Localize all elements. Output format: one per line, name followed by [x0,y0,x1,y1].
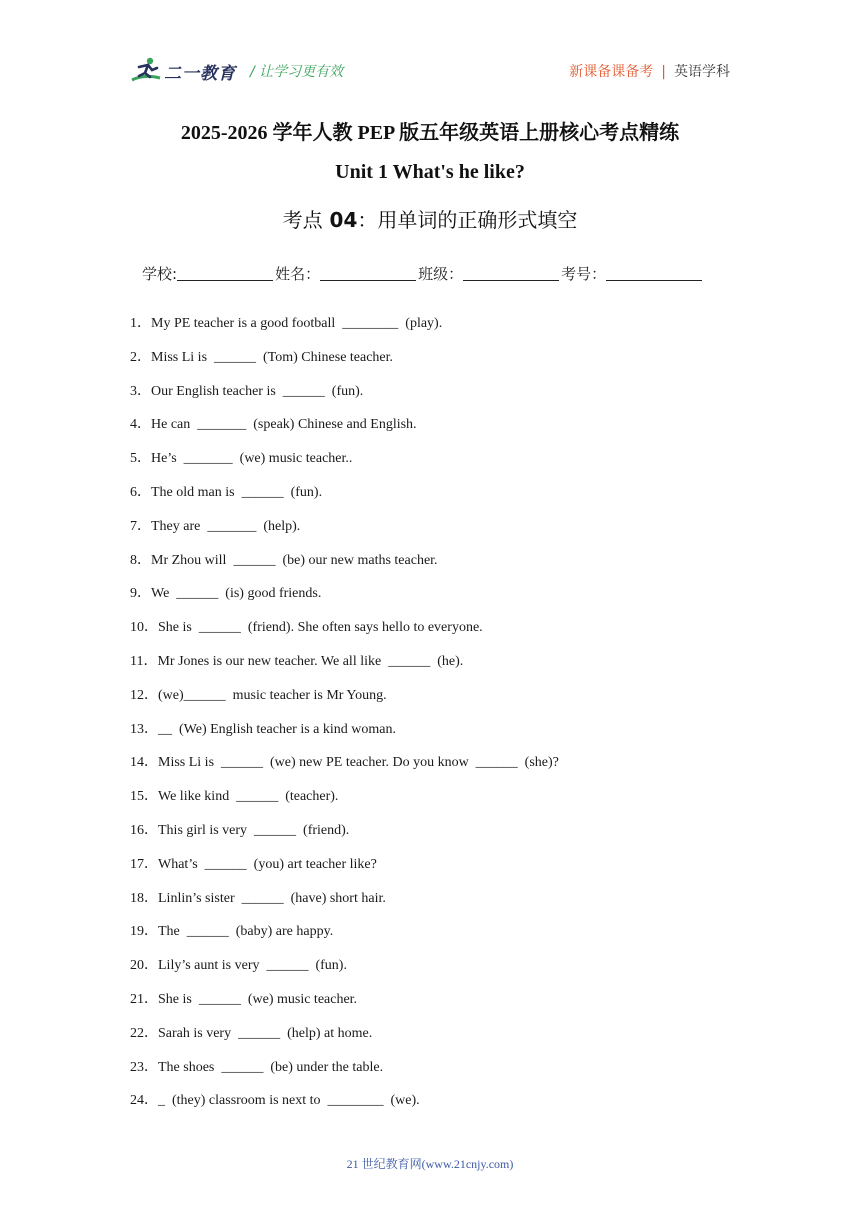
question-item: 12．(we)______ music teacher is Mr Young. [130,687,387,703]
question-list [130,315,559,1126]
number-field[interactable] [606,266,702,281]
runner-logo-icon [130,56,162,86]
question-item: 5．He’s _______ (we) music teacher.. [130,451,353,467]
class-label: 班级： [418,265,464,283]
header-tags [569,61,730,81]
school-field[interactable] [177,266,273,281]
section-title [0,204,860,233]
question-item: 2．Miss Li is ______ (Tom) Chinese teacher. [130,349,394,365]
question-item: 15．We like kind ______ (teacher). [130,789,339,805]
question-item: 8．Mr Zhou will ______ (be) our new maths teacher. [130,552,438,568]
section-title-number: 04 [322,208,358,232]
name-field[interactable] [320,266,416,281]
question-item: 3．Our English teacher is ______ (fun). [130,383,364,399]
question-item: 23．The shoes ______ (be) under the table. [130,1059,384,1075]
logo [130,56,236,86]
class-field[interactable] [463,266,559,281]
question-item: 22．Sarah is very ______ (help) at home. [130,1025,373,1041]
unit-title: Unit 1 What's he like? [335,161,525,183]
document-title: 2025-2026 学年人教 PEP 版五年级英语上册核心考点精练 [180,122,680,144]
question-item: 9．We ______ (is) good friends. [130,586,322,602]
page-footer[interactable]: 21 世纪教育网(www.21cnjy.com) [346,1157,514,1171]
question-item: 18．Linlin’s sister ______ (have) short hair. [130,890,386,906]
number-label: 考号： [561,265,607,283]
question-item: 14．Miss Li is ______ (we) new PE teacher. Do you know ______ (she)? [130,755,559,771]
name-label: 姓名： [275,265,321,283]
question-item: 1．My PE teacher is a good football ________ (play). [130,316,443,331]
question-item: 4．He can _______ (speak) Chinese and English. [130,417,417,433]
header-tag-subject: 英语学科 [674,64,730,80]
question-item: 6．The old man is ______ (fun). [130,484,323,500]
page-header [130,52,730,92]
header-separator: | [661,64,666,80]
section-title-prefix: 考点 [282,208,323,232]
question-item: 21．She is ______ (we) music teacher. [130,991,358,1007]
question-item: 13．__ (We) English teacher is a kind woman. [130,721,396,737]
question-item: 19．The ______ (baby) are happy. [130,924,334,940]
question-item: 24．_ (they) classroom is next to ________ (we). [130,1093,420,1109]
school-label: 学校: [142,265,178,283]
logo-text: 二一教育 [164,63,236,84]
header-tag-courses: 新课备课备考 [569,64,654,80]
question-item: 20．Lily’s aunt is very ______ (fun). [130,958,347,974]
question-item: 17．What’s ______ (you) art teacher like? [130,856,377,872]
question-item: 16．This girl is very ______ (friend). [130,822,350,838]
section-title-rest: ：用单词的正确形式填空 [357,208,578,232]
question-item: 11．Mr Jones is our new teacher. We all like ______ (he). [130,653,464,669]
question-item: 10．She is ______ (friend). She often says hello to everyone. [130,620,483,636]
student-info-row [142,263,704,284]
question-item: 7．They are _______ (help). [130,518,301,534]
slogan: / 让学习更有效 [250,64,344,80]
